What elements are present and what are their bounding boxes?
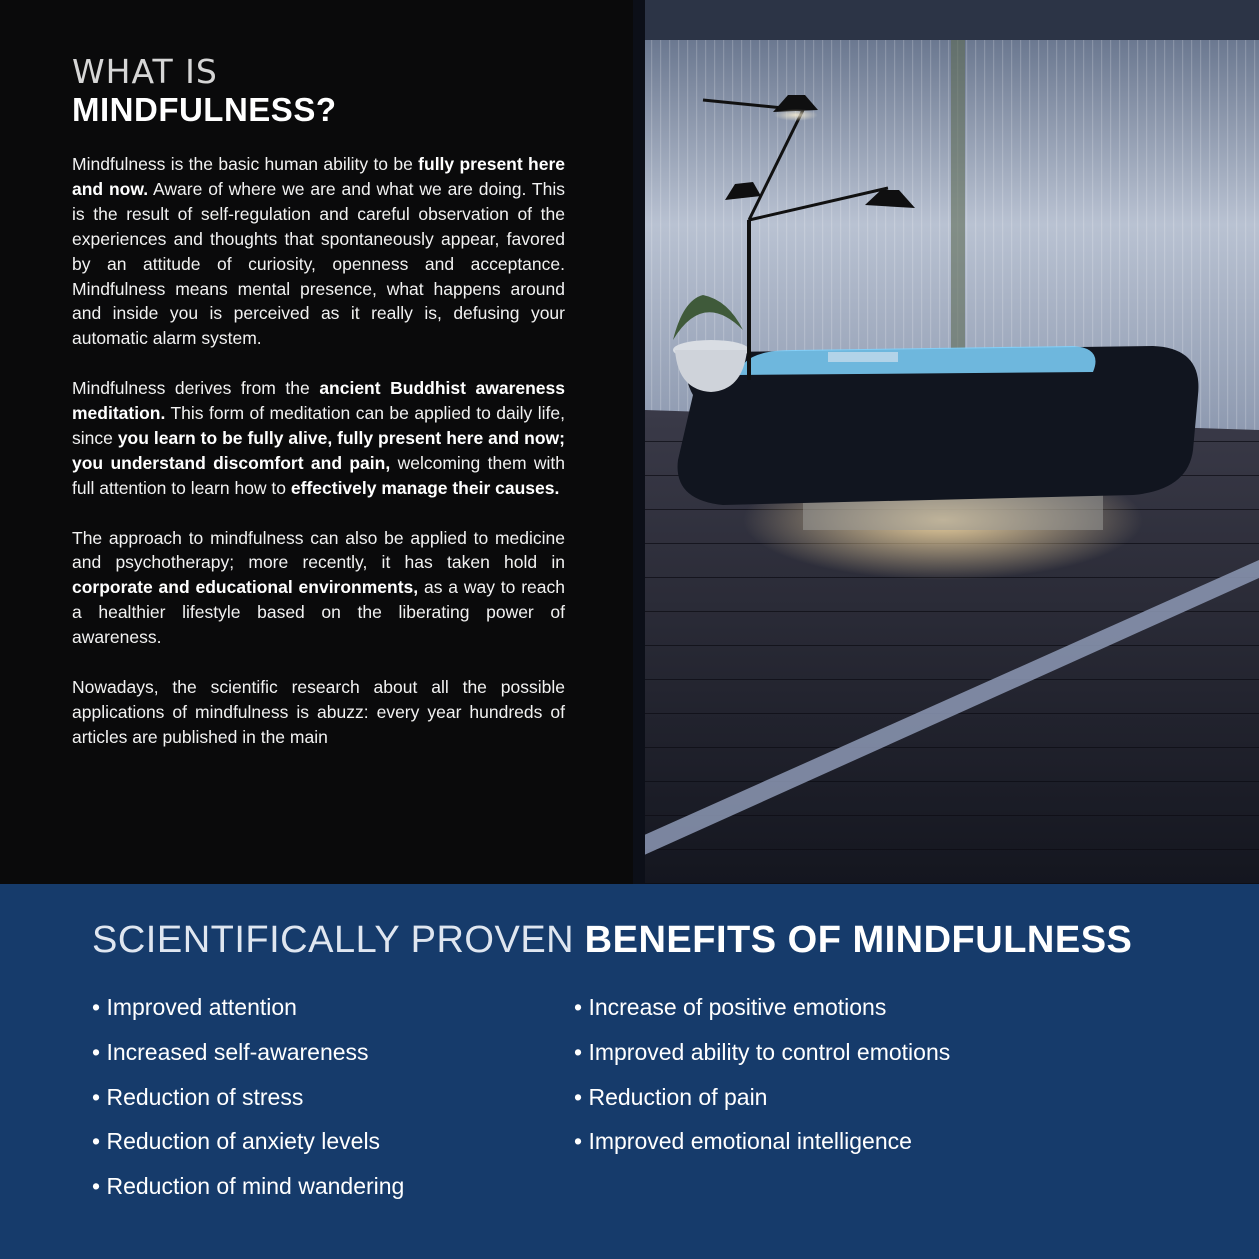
benefits-title bbox=[92, 918, 1132, 962]
body-text-run: Aware of where we are and what we are doing. This is the result of self-regulation and careful observation of the experiences and thoughts that spontaneously appear, favored by an attitude of curiosity, openness and acceptance. Mindfulness means mental presence, what happens around and inside you is perceived as it really is, defusing your automatic alarm system. bbox=[72, 178, 565, 349]
emphasis-text: effectively manage their causes. bbox=[290, 477, 560, 498]
list-item: • Increase of positive emotions bbox=[574, 990, 950, 1035]
title-line-1: WHAT IS bbox=[72, 52, 218, 91]
list-item: • Improved emotional intelligence bbox=[574, 1124, 950, 1169]
page-title bbox=[72, 54, 337, 130]
paragraph-3 bbox=[72, 526, 565, 651]
list-item: • Reduction of pain bbox=[574, 1080, 950, 1125]
list-item: • Improved attention bbox=[92, 990, 404, 1035]
list-item: • Reduction of mind wandering bbox=[92, 1169, 404, 1214]
body-text bbox=[72, 152, 565, 775]
body-text-run: welcoming them with full attention to learn how to bbox=[72, 452, 565, 498]
list-item: • Reduction of stress bbox=[92, 1080, 404, 1125]
body-text-run: Nowadays, the scientific research about all the possible applications of mindfulness is abuzz: every year hundreds of articles are published in the main bbox=[72, 676, 565, 747]
paragraph-1 bbox=[72, 152, 565, 351]
emphasis-text: you learn to be fully alive, fully present here and now; you understand discomfort and pain, bbox=[72, 427, 565, 473]
benefits-title-bold: BENEFITS OF MINDFULNESS bbox=[584, 919, 1133, 961]
benefits-title-light: SCIENTIFICALLY PROVEN bbox=[92, 919, 575, 961]
body-text-run: This form of meditation can be applied to daily life, since bbox=[72, 403, 565, 448]
photo-illustration bbox=[633, 0, 1259, 884]
list-item: • Increased self-awareness bbox=[92, 1035, 404, 1080]
flotation-bed-photo bbox=[633, 0, 1259, 884]
paragraph-4 bbox=[72, 675, 565, 750]
text-panel bbox=[0, 0, 633, 884]
body-text-run: as a way to reach a healthier lifestyle based on the liberating power of awareness. bbox=[72, 577, 565, 648]
emphasis-text: ancient Buddhist awareness meditation. bbox=[72, 378, 565, 424]
benefits-list-right bbox=[574, 990, 950, 1169]
list-item: • Reduction of anxiety levels bbox=[92, 1124, 404, 1169]
paragraph-2 bbox=[72, 376, 565, 501]
body-text-run: The approach to mindfulness can also be applied to medicine and psychotherapy; more recently, it has taken hold in bbox=[72, 527, 565, 573]
emphasis-text: corporate and educational environments, bbox=[72, 577, 419, 598]
list-item: • Improved ability to control emotions bbox=[574, 1035, 950, 1080]
body-text-run: Mindfulness is the basic human ability to be bbox=[72, 154, 419, 174]
emphasis-text: fully present here and now. bbox=[72, 154, 565, 199]
body-text-run: Mindfulness derives from the bbox=[72, 378, 320, 399]
benefits-list-left bbox=[92, 990, 404, 1214]
title-line-2: MINDFULNESS? bbox=[72, 91, 337, 128]
